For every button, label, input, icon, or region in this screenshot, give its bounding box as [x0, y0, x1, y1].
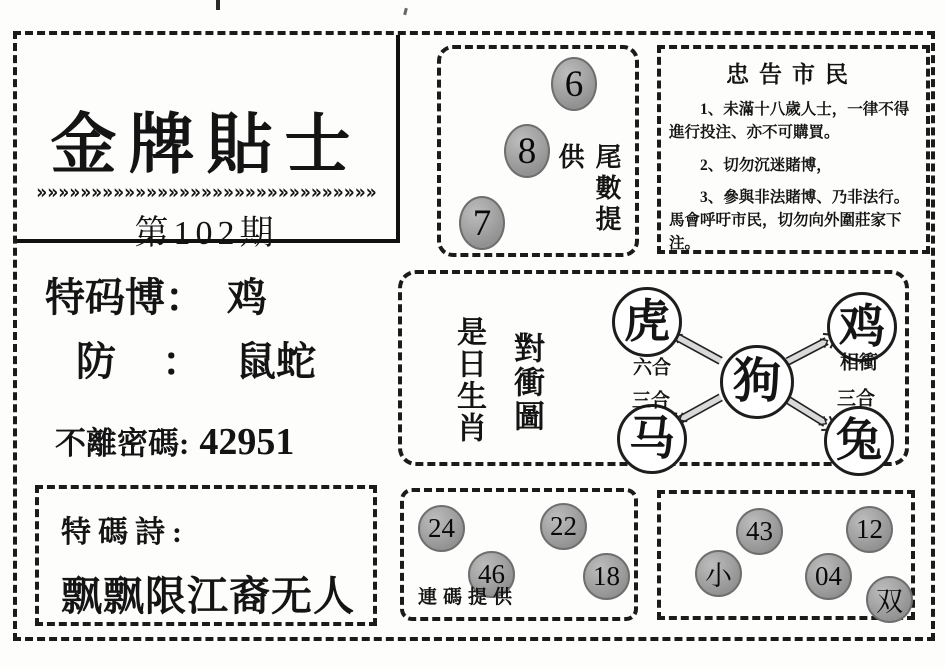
- tail-numbers-box: [437, 45, 639, 257]
- special-bet-line: [45, 266, 267, 323]
- zodiac-circle-rabbit: 兔: [824, 406, 894, 476]
- pair-numbers-label: 連碼提供: [418, 587, 519, 608]
- zodiac-circle-tiger: 虎: [612, 287, 682, 357]
- hint-ball: 小: [695, 550, 742, 597]
- guard-line: [76, 330, 316, 387]
- hint-ball: 双: [866, 576, 913, 623]
- relation-label: 三合: [631, 390, 671, 412]
- guard-value: 鼠蛇: [236, 339, 316, 384]
- tail-number-ball: 7: [459, 196, 505, 250]
- scan-artifact: [216, 0, 220, 10]
- guard-label: 防: [76, 339, 116, 384]
- clash-side-label: 是日生肖: [452, 316, 485, 444]
- special-bet-value: 鸡: [227, 275, 267, 320]
- relation-label: 六合: [632, 357, 672, 379]
- pair-number-ball: 22: [540, 503, 587, 550]
- guard-colon: ：: [162, 339, 202, 384]
- scan-artifact: [403, 8, 408, 16]
- clash-chart-box: [398, 270, 909, 466]
- zodiac-circle-rooster: 鸡: [827, 292, 897, 362]
- extra-hints-box: [657, 490, 915, 620]
- secret-code-value: 42951: [199, 421, 295, 463]
- advice-box: [657, 45, 930, 254]
- tail-number-ball: 8: [504, 124, 550, 178]
- relation-label: 三合: [836, 388, 876, 410]
- clash-chart-title: 對衝圖: [509, 332, 544, 434]
- hint-ball: 43: [736, 508, 783, 555]
- advice-title: 忠告市民: [726, 62, 858, 87]
- issue-number: 第102期: [134, 215, 279, 252]
- poem-label: 特碼詩:: [61, 516, 189, 549]
- secret-code-label: 不離密碼:: [55, 426, 190, 461]
- decorative-arrows: »»»»»»»»»»»»»»»»»»»»»»»»»»»»»»»: [36, 181, 377, 205]
- pair-numbers-box: [400, 488, 638, 621]
- poem-text: 飘飘限江裔无人: [61, 573, 355, 619]
- masthead: [17, 35, 400, 252]
- advice-item: 1、未滿十八歲人士，一律不得進行投注、亦不可購買。: [669, 101, 910, 142]
- hint-ball: 04: [805, 553, 852, 600]
- pair-number-ball: 46: [468, 551, 515, 598]
- advice-item: 2、切勿沉迷賭博，: [700, 156, 832, 174]
- pair-number-ball: 18: [583, 553, 630, 600]
- special-bet-label: 特码博：: [45, 275, 205, 320]
- zodiac-circle-dog-center: 狗: [720, 345, 794, 419]
- tail-numbers-label: 尾數提供: [555, 143, 621, 236]
- poem-box: [35, 485, 377, 626]
- pair-number-ball: 24: [418, 505, 465, 552]
- sheet-title: 金牌貼士: [50, 109, 363, 182]
- relation-label: 相衝: [839, 352, 879, 374]
- advice-item: 3、參與非法賭博、乃非法行。馬會呼吁市民，切勿向外圍莊家下注。: [669, 188, 910, 253]
- zodiac-circle-horse: 马: [617, 404, 687, 474]
- hint-ball: 12: [846, 506, 893, 553]
- tail-number-ball: 6: [551, 57, 597, 111]
- secret-code-line: [55, 418, 294, 464]
